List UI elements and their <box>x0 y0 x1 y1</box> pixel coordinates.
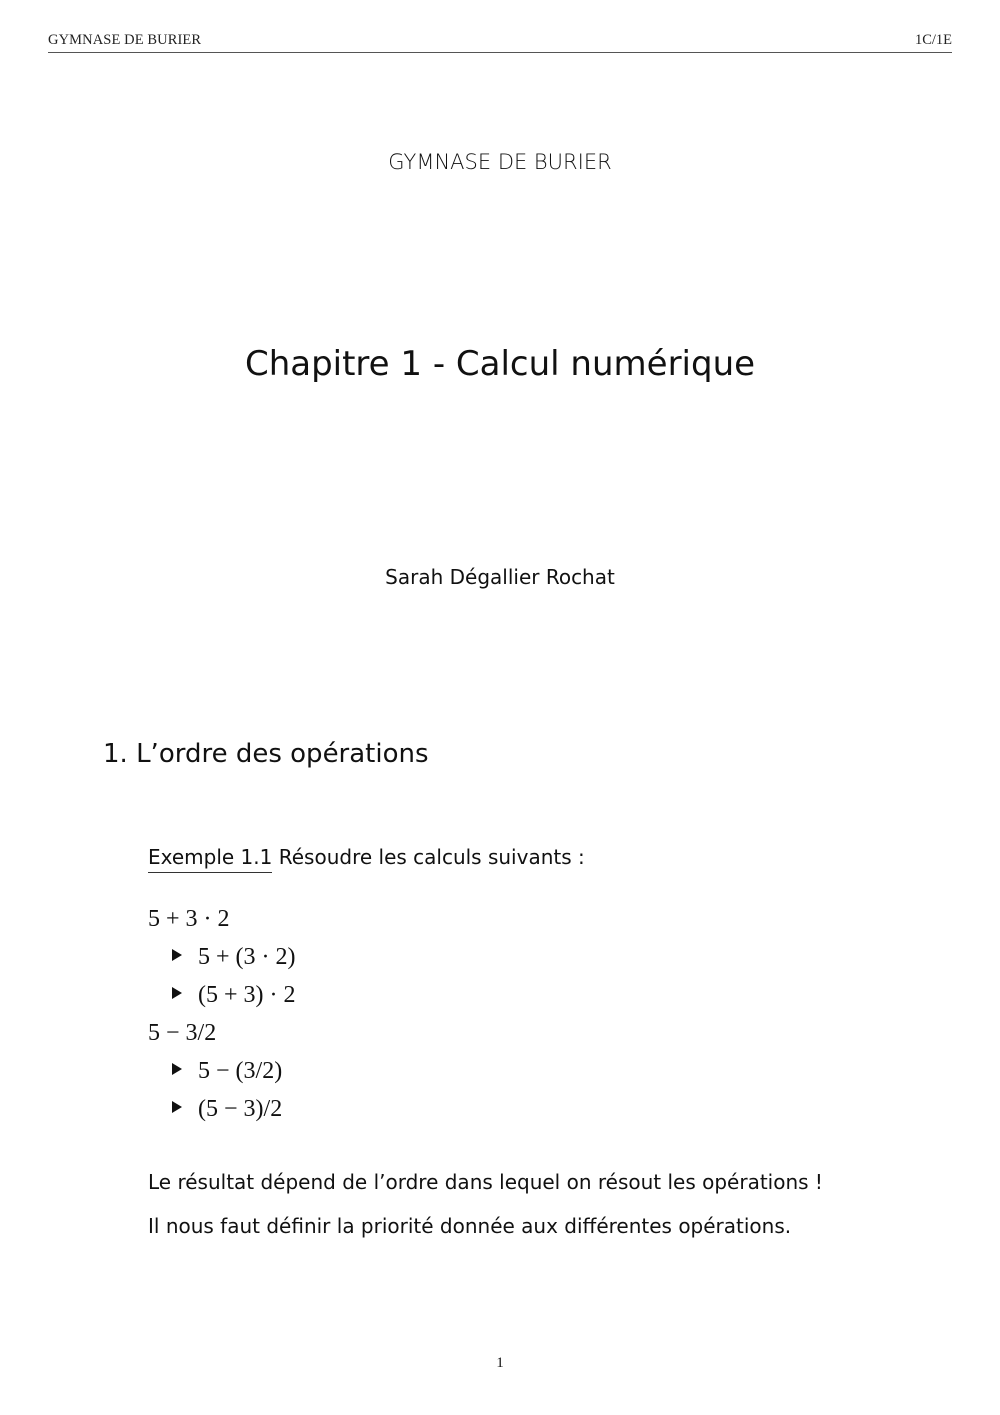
running-header <box>48 32 952 53</box>
running-header-right: 1C/1E <box>914 32 952 48</box>
calculation-variant <box>172 944 296 971</box>
variant-text: 5 + (3 · 2) <box>198 944 296 970</box>
chapter-title: Chapitre 1 - Calcul numérique <box>244 344 756 384</box>
variant-text: 5 − (3/2) <box>198 1058 283 1084</box>
variant-text: (5 + 3) · 2 <box>198 982 296 1008</box>
paragraph: Il nous faut définir la priorité donnée aux différentes opérations. <box>148 1214 792 1238</box>
calculation-expression: 5 + 3 · 2 <box>148 906 230 932</box>
triangle-bullet-icon <box>172 1063 182 1075</box>
calculation-variant <box>172 1096 282 1123</box>
example-text: Résoudre les calculs suivants : <box>278 845 585 869</box>
example-block <box>148 845 585 869</box>
calculation-variant <box>172 982 296 1009</box>
triangle-bullet-icon <box>172 949 182 961</box>
running-header-left: GYMNASE DE BURIER <box>48 32 202 48</box>
school-name: GYMNASE DE BURIER <box>388 150 612 174</box>
calculation-variant <box>172 1058 282 1085</box>
example-label: Exemple 1.1 <box>148 845 272 873</box>
variant-text: (5 − 3)/2 <box>198 1096 283 1122</box>
calculation-expression: 5 − 3/2 <box>148 1020 217 1046</box>
page-number: 1 <box>496 1355 504 1371</box>
triangle-bullet-icon <box>172 1101 182 1113</box>
paragraph: Le résultat dépend de l’ordre dans lequel on résout les opérations ! <box>148 1170 823 1194</box>
author-name: Sarah Dégallier Rochat <box>385 565 615 589</box>
section-heading: 1. L’ordre des opérations <box>103 739 429 769</box>
triangle-bullet-icon <box>172 987 182 999</box>
